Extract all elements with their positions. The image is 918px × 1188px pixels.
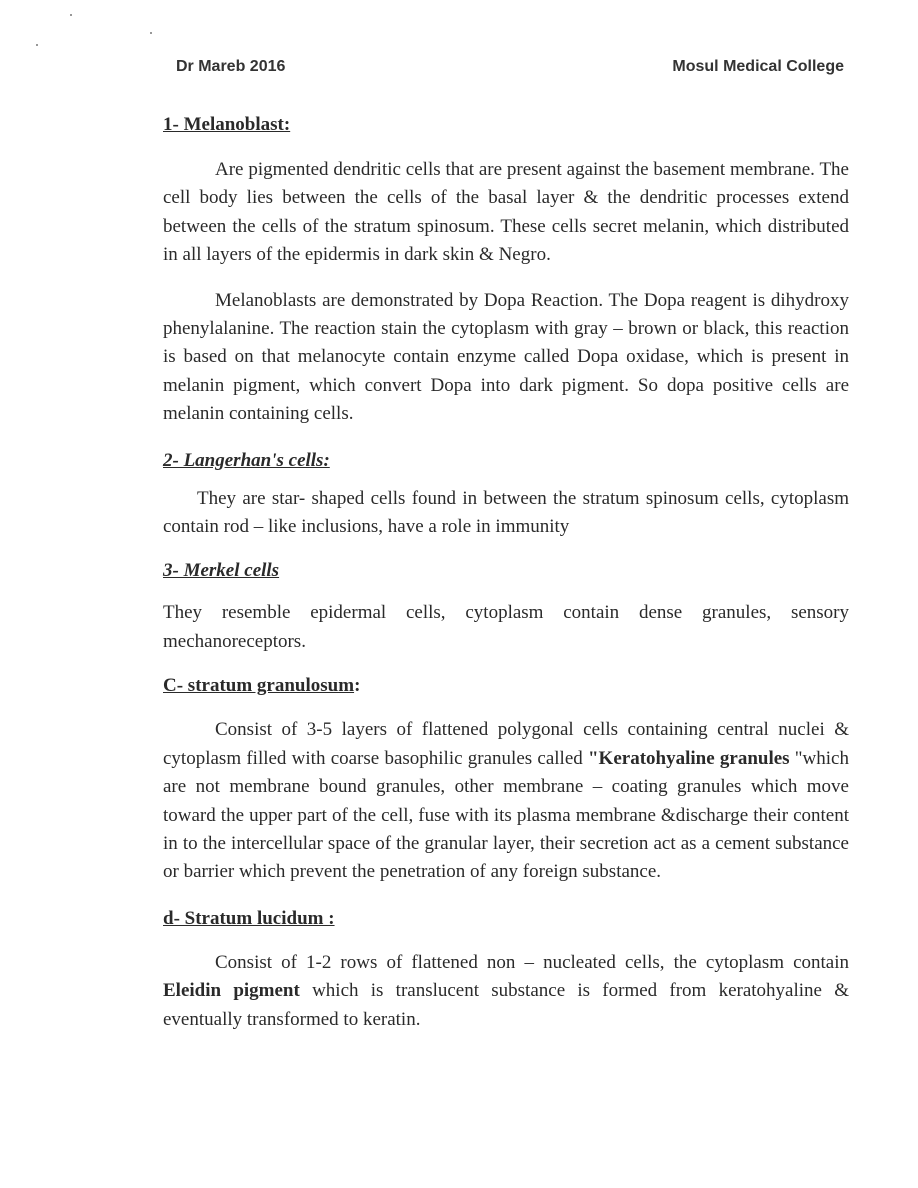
paragraph-merkel-description: They resemble epidermal cells, cytoplasm contain dense granules, sensory mechanoreceptors. — [163, 602, 849, 652]
paragraph-stratum-lucidum — [163, 949, 849, 1034]
scan-speck — [70, 14, 72, 16]
heading-stratum-granulosum — [163, 674, 849, 698]
granulosum-text-a: Consist of 3-5 layers of flattened polygonal cells containing central nuclei & cytoplasm filled with coarse basophilic granules called — [163, 719, 849, 769]
lucidum-text-b: which is translucent substance is formed from keratohyaline & eventually transformed to keratin. — [163, 980, 849, 1030]
paragraph-melanoblast-description: Are pigmented dendritic cells that are present against the basement membrane. The cell body lies between the cells of the basal layer & the dendritic processes extend between the cells of the stratum spinosum. These cells secret melanin, which distributed in all layers of the epidermis in dark skin & Negro. — [163, 159, 849, 266]
scan-speck — [150, 32, 152, 34]
paragraph-dopa-reaction: Melanoblasts are demonstrated by Dopa Reaction. The Dopa reagent is dihydroxy phenylalanine. The reaction stain the cytoplasm with gray – brown or black, this reaction is based on that melanocyte contain enzyme called Dopa oxidase, which is present in melanin pigment, which convert Dopa into dark pigment. So dopa positive cells are melanin containing cells. — [163, 289, 849, 425]
heading-merkel-cells: 3- Merkel cells — [163, 560, 280, 582]
lucidum-text-a: Consist of 1-2 rows of flattened non – nucleated cells, the cytoplasm contain — [215, 951, 849, 973]
granulosum-text-b: "which are not membrane bound granules, other membrane – coating granules which move toward the upper part of the cell, fuse with its plasma membrane &discharge their content in to the intercellular space of the granular layer, their secretion act as a cement substance or barrier which prevent the penetration of any foreign substance. — [163, 747, 849, 883]
heading-stratum-granulosum-text: C- stratum granulosum — [163, 675, 355, 697]
header-institution: Mosul Medical College — [672, 58, 844, 75]
heading-stratum-lucidum: d- Stratum lucidum : — [163, 907, 335, 929]
keratohyaline-granules-term: "Keratohyaline granules — [588, 747, 790, 769]
heading-melanoblast: 1- Melanoblast: — [163, 114, 291, 135]
paragraph-stratum-granulosum — [163, 716, 849, 886]
paragraph-langerhans-description: They are star- shaped cells found in between the stratum spinosum cells, cytoplasm contain rod – like inclusions, have a role in immunity — [163, 487, 849, 538]
heading-langerhans-cells: 2- Langerhan's cells: — [163, 449, 330, 471]
page-header — [176, 58, 844, 80]
document-body — [163, 113, 849, 1034]
heading-stratum-granulosum-colon: : — [354, 675, 361, 697]
eleidin-pigment-term: Eleidin pigment — [163, 980, 300, 1002]
header-author: Dr Mareb 2016 — [176, 58, 286, 75]
scan-speck — [36, 44, 38, 46]
